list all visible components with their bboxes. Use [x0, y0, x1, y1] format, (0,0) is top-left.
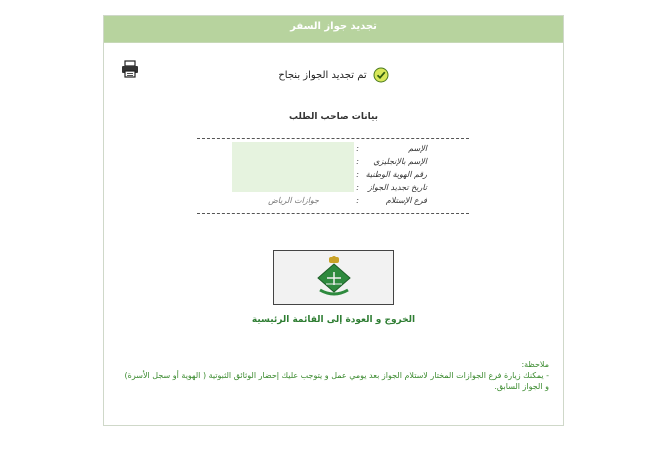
divider-bottom: [197, 213, 469, 214]
panel-header: [104, 16, 563, 43]
exit-main-menu-link[interactable]: الخروج و العودة إلى القائمة الرئيسية: [251, 315, 416, 325]
passports-emblem-icon: [312, 254, 356, 302]
detail-label: الإسم بالإنجليزي: [373, 157, 427, 166]
detail-colon: :: [356, 196, 359, 205]
applicant-section-title: بيانات صاحب الطلب: [288, 112, 379, 122]
divider-top: [197, 138, 469, 139]
notes-title: ملاحظة:: [521, 360, 549, 369]
passport-renewal-panel: [103, 15, 564, 426]
notes-text: - يمكنك زيارة فرع الجوازات المختار لاستلام الجواز بعد يومي عمل و يتوجب عليك إحضار الوثائق الثبوتية ( الهوية أو سجل الأسرة) و الجواز السابق.: [124, 371, 549, 391]
check-circle-icon: [373, 67, 389, 83]
success-message-row: [104, 66, 563, 84]
detail-colon: :: [356, 144, 359, 153]
detail-value: جوازات الرياض: [268, 196, 319, 205]
notes-block: [119, 359, 549, 392]
detail-label: الإسم: [408, 144, 427, 153]
redacted-values: [232, 142, 354, 192]
detail-label: تاريخ تجديد الجواز: [367, 183, 427, 192]
panel-title: تجديد جواز السفر: [290, 21, 377, 32]
detail-label: رقم الهوية الوطنية: [365, 170, 427, 179]
success-message: تم تجديد الجواز بنجاح: [278, 69, 367, 81]
passports-logo: [273, 250, 394, 305]
detail-colon: :: [356, 157, 359, 166]
detail-label: فرع الإستلام: [385, 196, 427, 205]
detail-colon: :: [356, 170, 359, 179]
detail-colon: :: [356, 183, 359, 192]
detail-row-pickup-branch: [197, 196, 469, 209]
